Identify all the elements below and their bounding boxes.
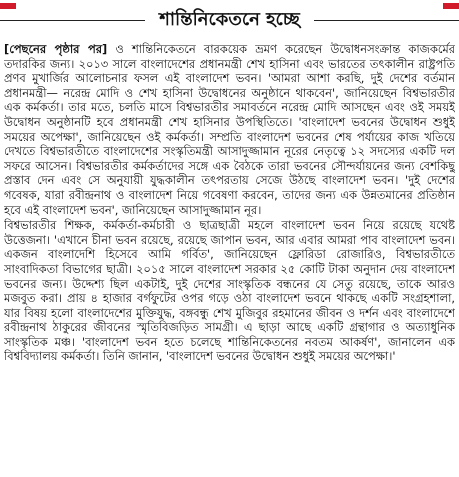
continued-from-label: [পেছনের পৃষ্ঠার পর]	[4, 42, 108, 56]
paragraph-text: বিশ্বভারতীর শিক্ষক, কর্মকর্তা-কর্মচারী ও ছাত্রছাত্রী মহলে বাংলাদেশ ভবন নিয়ে রয়েছে যথেষ্ট উত্তেজনা। 'এখানে চীনা ভবন রয়েছে, রয়েছে জাপান ভবন, আর এবার আমরা পাব বাংলাদেশ ভবন। একজন বাংলাদেশি হিসেবে আমি গর্বিত', জানিয়েছেন ফ্লোরিডা রোজারিও, বিশ্বভারতীতে সাংবাদিকতা বিভাগের ছাত্রী। ২০১৫ সালে বাংলাদেশ সরকার ২৫ কোটি টাকা অনুদান দেয় বাংলাদেশ ভবনের জন্য। উদ্দেশ্য ছিল একটাই, দুই দেশের সাংস্কৃতিক বন্ধনের যে সেতু রয়েছে, তাকে আরও মজবুত করা। প্রায় ৪ হাজার বর্গফুটের ওপর গড়ে ওঠা বাংলাদেশ ভবনে থাকছে একটি সংগ্রহশালা, যার বিষয় হলো বাংলাদেশের মুক্তিযুদ্ধ, বঙ্গবন্ধু শেখ মুজিবুর রহমানের জীবন ও দর্শন এবং বাংলাদেশে রবীন্দ্রনাথ ঠাকুরের জীবনের স্মৃতিবিজড়িত সামগ্রী। এ ছাড়া আছে একটি গ্রন্থাগার ও অত্যাধুনিক সাংস্কৃতিক মঞ্চ। 'বাংলাদেশ ভবন হতে চলেছে শান্তিনিকেতনের নবতম আকর্ষণ', জানালেন এক বিশ্ববিদ্যালয় কর্মকর্তা। তিনি জানান, 'বাংলাদেশ ভবনের উদ্বোধন শুধুই সময়ের অপেক্ষা।'	[4, 218, 455, 364]
headline: শান্তিনিকেতনে হচ্ছে	[145, 9, 314, 30]
article-paragraph	[4, 42, 455, 217]
accent-mark-right	[443, 3, 459, 9]
paragraph-text: ও শান্তিনিকেতনে বারকয়েক ভ্রমণ করেছেন উদ্বোধনসংক্রান্ত কাজকর্মের তদারকির জন্য। ২০১৩ সালে বাংলাদেশের প্রধানমন্ত্রী শেখ হাসিনা এবং ভারতের তৎকালীন রাষ্ট্রপতি প্রণব মুখার্জির আলোচনার ফসল এই বাংলাদেশ ভবন। 'আমরা আশা করছি, দুই দেশের বর্তমান প্রধানমন্ত্রী— নরেন্দ্র মোদি ও শেখ হাসিনা উদ্বোধনের অনুষ্ঠানে থাকবেন', জানিয়েছেন বিশ্বভারতীর এক কর্মকর্তা। তার মতে, চলতি মাসে বিশ্বভারতীর সমাবর্তনে নরেন্দ্র মোদি আসছেন এবং ওই সময়ই উদ্বোধন অনুষ্ঠানটি হবে প্রধানমন্ত্রী শেখ হাসিনার উপস্থিতিতে। 'বাংলাদেশ ভবনের উদ্বোধন শুধুই সময়ের অপেক্ষা', জানিয়েছেন ওই কর্মকর্তা। সম্প্রতি বাংলাদেশ ভবনের শেষ পর্যায়ের কাজ খতিয়ে দেখতে বিশ্বভারতীতে বাংলাদেশের সংস্কৃতিমন্ত্রী আসাদুজ্জামান নূরের নেতৃত্বে ১২ সদস্যের একটি দল সফরে আসেন। বিশ্বভারতীর কর্মকর্তাদের সঙ্গে এক বৈঠকে তারা ভবনের সৌন্দর্যায়নের জন্য বেশকিছু প্রস্তাব দেন এবং সে অনুযায়ী যুদ্ধকালীন তৎপরতায় সেজে উঠছে বাংলাদেশ ভবন। 'দুই দেশের গবেষক, যারা রবীন্দ্রনাথ ও বাংলাদেশ নিয়ে গবেষণা করবেন, তাদের জন্য এক উন্নতমানের প্রতিষ্ঠান হবে এই বাংলাদেশ ভবন', জানিয়েছেন আসাদুজ্জামান নূর।	[4, 42, 455, 217]
headline-bar	[0, 0, 459, 40]
accent-mark-left	[0, 3, 16, 9]
article-paragraph	[4, 218, 455, 364]
article-body	[4, 42, 455, 474]
